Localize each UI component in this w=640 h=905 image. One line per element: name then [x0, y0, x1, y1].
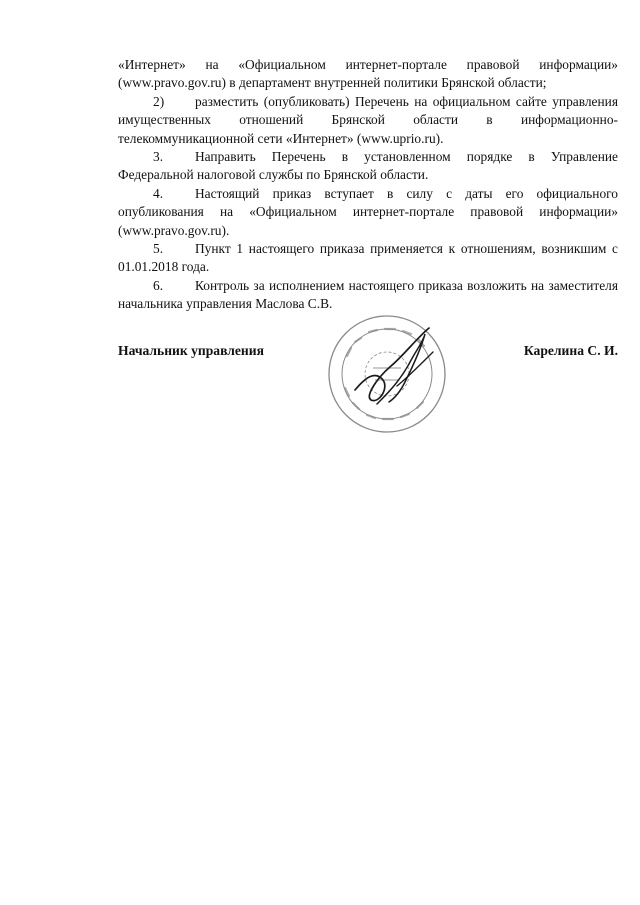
signatory-title: Начальник управления [118, 343, 264, 358]
official-seal-stamp [325, 308, 453, 436]
item-text: Пункт 1 настоящего приказа применяется к отношениям, возникшим с 01.01.2018 года. [118, 241, 618, 275]
list-item-4 [118, 185, 618, 240]
item-text: разместить (опубликовать) Перечень на официальном сайте управления имущественных отношений Брянской области в информационно-телекоммуникационной сети «Интернет» (www.uprio.ru). [118, 93, 618, 146]
paragraph-continuation [118, 56, 618, 93]
seal-rings [329, 316, 445, 432]
item-number: 5. [153, 241, 164, 257]
item-text: Настоящий приказ вступает в силу с даты его официального опубликования на «Официальном интернет-портале правовой информации» (www.pravo.gov.ru). [118, 185, 618, 238]
seal-text-marks [345, 329, 424, 419]
item-number: 6. [153, 277, 164, 293]
item-number: 3. [153, 149, 164, 165]
list-item-5 [118, 240, 618, 277]
document-body [118, 56, 618, 314]
item-text: Направить Перечень в установленном порядке в Управление Федеральной налоговой службы по Брянской области. [118, 149, 618, 183]
signatory-name: Карелина С. И. [523, 343, 618, 358]
list-item-3 [118, 148, 618, 185]
list-item-2 [118, 93, 618, 148]
item-number: 4. [153, 185, 164, 201]
item-text: Контроль за исполнением настоящего приказа возложить на заместителя начальника управления Маслова С.В. [118, 277, 618, 312]
item-number: 2) [153, 93, 165, 109]
paragraph-text: «Интернет» на «Официальном интернет-портале правовой информации» (www.pravo.gov.ru) в департамент внутренней политики Брянской области; [118, 57, 618, 91]
